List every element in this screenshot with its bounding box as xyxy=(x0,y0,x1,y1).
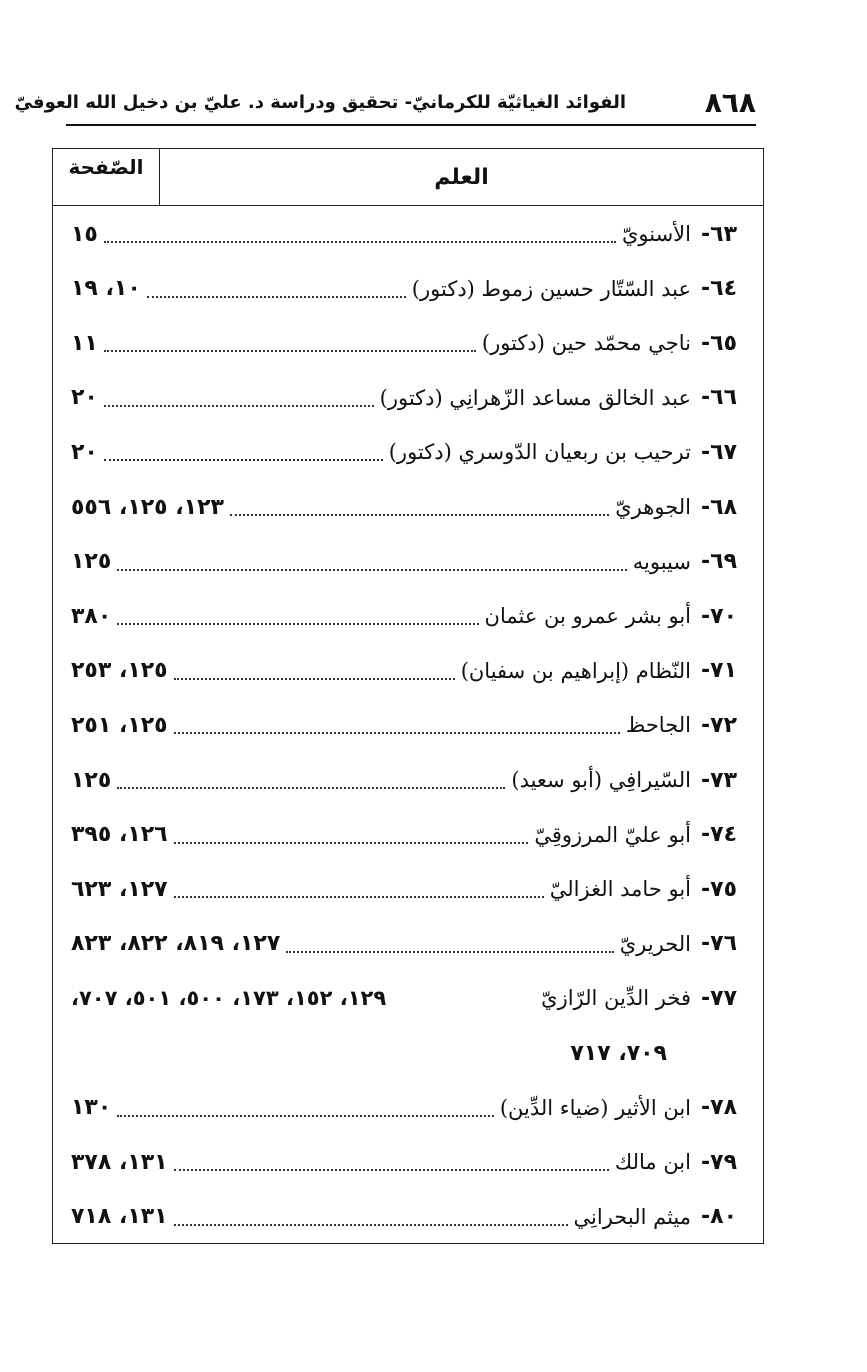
table-row xyxy=(53,753,763,807)
table-row xyxy=(53,262,763,316)
entry-pages: ١٥ xyxy=(71,221,98,247)
table-row xyxy=(53,698,763,752)
entry-pages: ١٢٣، ١٢٥، ٥٥٦ xyxy=(71,494,224,520)
entry-pages: ١٣١، ٧١٨ xyxy=(71,1204,168,1230)
entry-name: الحريريّ xyxy=(619,931,691,956)
dot-leader xyxy=(174,842,529,844)
entry-pages: ١٢٥ xyxy=(71,767,112,793)
entry-pages: ٢٠ xyxy=(71,439,98,465)
table-row xyxy=(53,589,763,643)
column-header-page: الصّفحة xyxy=(68,155,144,179)
entry-number: ٧٥- xyxy=(701,876,737,902)
entry-pages: ٢٠ xyxy=(71,385,98,411)
running-title: الفوائد الغياثيّة للكرمانيّ- تحقيق ودراسة د. عليّ بن دخيل الله العوفيّ xyxy=(14,92,626,113)
dot-leader xyxy=(104,350,476,352)
entry-pages: ١٣٠ xyxy=(71,1095,112,1121)
entry-number: ٧٦- xyxy=(701,931,737,957)
dot-leader xyxy=(104,241,616,243)
dot-leader xyxy=(104,459,383,461)
entry-number: ٦٣- xyxy=(701,221,737,247)
entry-number: ٧٢- xyxy=(701,712,737,738)
entry-name: أبو عليّ المرزوقِيّ xyxy=(534,822,691,847)
entry-pages: ١٢٧، ٨١٩، ٨٢٢، ٨٢٣ xyxy=(71,931,281,957)
table-row xyxy=(53,1135,763,1189)
entry-name: السّيرافِي (أبو سعيد) xyxy=(511,768,691,792)
dot-leader xyxy=(174,1169,609,1171)
entry-name: أبو حامد الغزاليّ xyxy=(549,877,691,902)
entry-pages: ١٢٥ xyxy=(71,549,112,575)
table-row xyxy=(53,316,763,370)
entry-pages: ٣٨٠ xyxy=(71,603,112,629)
entry-name: أبو بشر عمرو بن عثمان xyxy=(484,604,691,629)
entry-number: ٧٠- xyxy=(701,603,737,629)
entry-number: ٧٣- xyxy=(701,767,737,793)
table-row xyxy=(53,917,763,971)
entry-pages: ١٢٥، ٢٥٣ xyxy=(71,658,168,684)
entry-number: ٦٤- xyxy=(701,276,737,302)
entry-name: الجاحظ xyxy=(625,713,691,738)
entry-name: ناجي محمّد حين (دكتور) xyxy=(481,331,691,356)
entry-number: ٦٨- xyxy=(701,494,737,520)
running-header xyxy=(14,86,756,126)
dot-leader xyxy=(174,678,455,680)
dot-leader xyxy=(147,296,406,298)
table-row xyxy=(53,480,763,534)
dot-leader xyxy=(286,951,613,953)
entry-name: سيبويه xyxy=(632,549,691,574)
dot-leader xyxy=(104,405,374,407)
table-row xyxy=(53,1190,763,1244)
entry-number: ٦٥- xyxy=(701,330,737,356)
entry-number: ٧٩- xyxy=(701,1149,737,1175)
entry-pages: ١٠، ١٩ xyxy=(71,276,141,302)
entry-name: عبد السّتّار حسين زموط (دكتور) xyxy=(411,276,691,301)
table-row xyxy=(53,371,763,425)
dot-leader xyxy=(117,1115,494,1117)
entry-number: ٨٠- xyxy=(701,1204,737,1230)
dot-leader xyxy=(230,514,609,516)
entry-pages-continued: ٧٠٩، ٧١٧ xyxy=(570,1040,667,1066)
entry-name: ترحيب بن ربعيان الدّوسري (دكتور) xyxy=(388,440,691,465)
dot-leader xyxy=(117,623,478,625)
dot-leader xyxy=(174,896,544,898)
entry-number: ٧٤- xyxy=(701,822,737,848)
entry-pages: ١٢٦، ٣٩٥ xyxy=(71,822,168,848)
dot-leader xyxy=(174,732,620,734)
dot-leader xyxy=(117,569,626,571)
entry-pages: ١٢٩، ١٥٢، ١٧٣، ٥٠٠، ٥٠١، ٧٠٧، xyxy=(71,986,387,1011)
table-row xyxy=(53,971,763,1025)
table-row xyxy=(53,425,763,479)
table-body xyxy=(53,205,763,1243)
entry-number: ٧٧- xyxy=(701,985,737,1011)
table-row xyxy=(53,808,763,862)
page-number: ٨٦٨ xyxy=(704,86,756,119)
entry-pages: ١٢٧، ٦٢٣ xyxy=(71,876,168,902)
dot-leader xyxy=(117,787,505,789)
entry-number: ٧٨- xyxy=(701,1095,737,1121)
table-row xyxy=(53,644,763,698)
entry-number: ٦٧- xyxy=(701,439,737,465)
entry-name: النّظام (إبراهيم بن سفيان) xyxy=(460,658,691,683)
table-row xyxy=(53,207,763,261)
entry-name: الجوهريّ xyxy=(615,495,691,519)
column-header-name: العلم xyxy=(159,149,763,205)
table-header xyxy=(53,149,763,206)
entry-name: ميثم البحرانِي xyxy=(573,1204,691,1229)
index-table xyxy=(52,148,764,1244)
table-row xyxy=(53,535,763,589)
entry-name: ابن الأثير (ضياء الدِّين) xyxy=(499,1095,691,1120)
entry-name: فخر الدِّين الرّازيّ xyxy=(541,986,691,1011)
entry-number: ٦٦- xyxy=(701,385,737,411)
dot-leader xyxy=(174,1224,568,1226)
header-rule xyxy=(66,124,756,126)
entry-name: عبد الخالق مساعد الزّهرانِي (دكتور) xyxy=(379,385,691,410)
entry-pages: ١٣١، ٣٧٨ xyxy=(71,1149,168,1175)
table-row xyxy=(53,1081,763,1135)
entry-name: ابن مالك xyxy=(614,1150,691,1175)
entry-number: ٦٩- xyxy=(701,549,737,575)
entry-pages: ١٢٥، ٢٥١ xyxy=(71,712,168,738)
entry-name: الأسنويّ xyxy=(621,222,691,246)
entry-pages: ١١ xyxy=(71,330,98,356)
entry-number: ٧١- xyxy=(701,658,737,684)
table-row xyxy=(53,862,763,916)
